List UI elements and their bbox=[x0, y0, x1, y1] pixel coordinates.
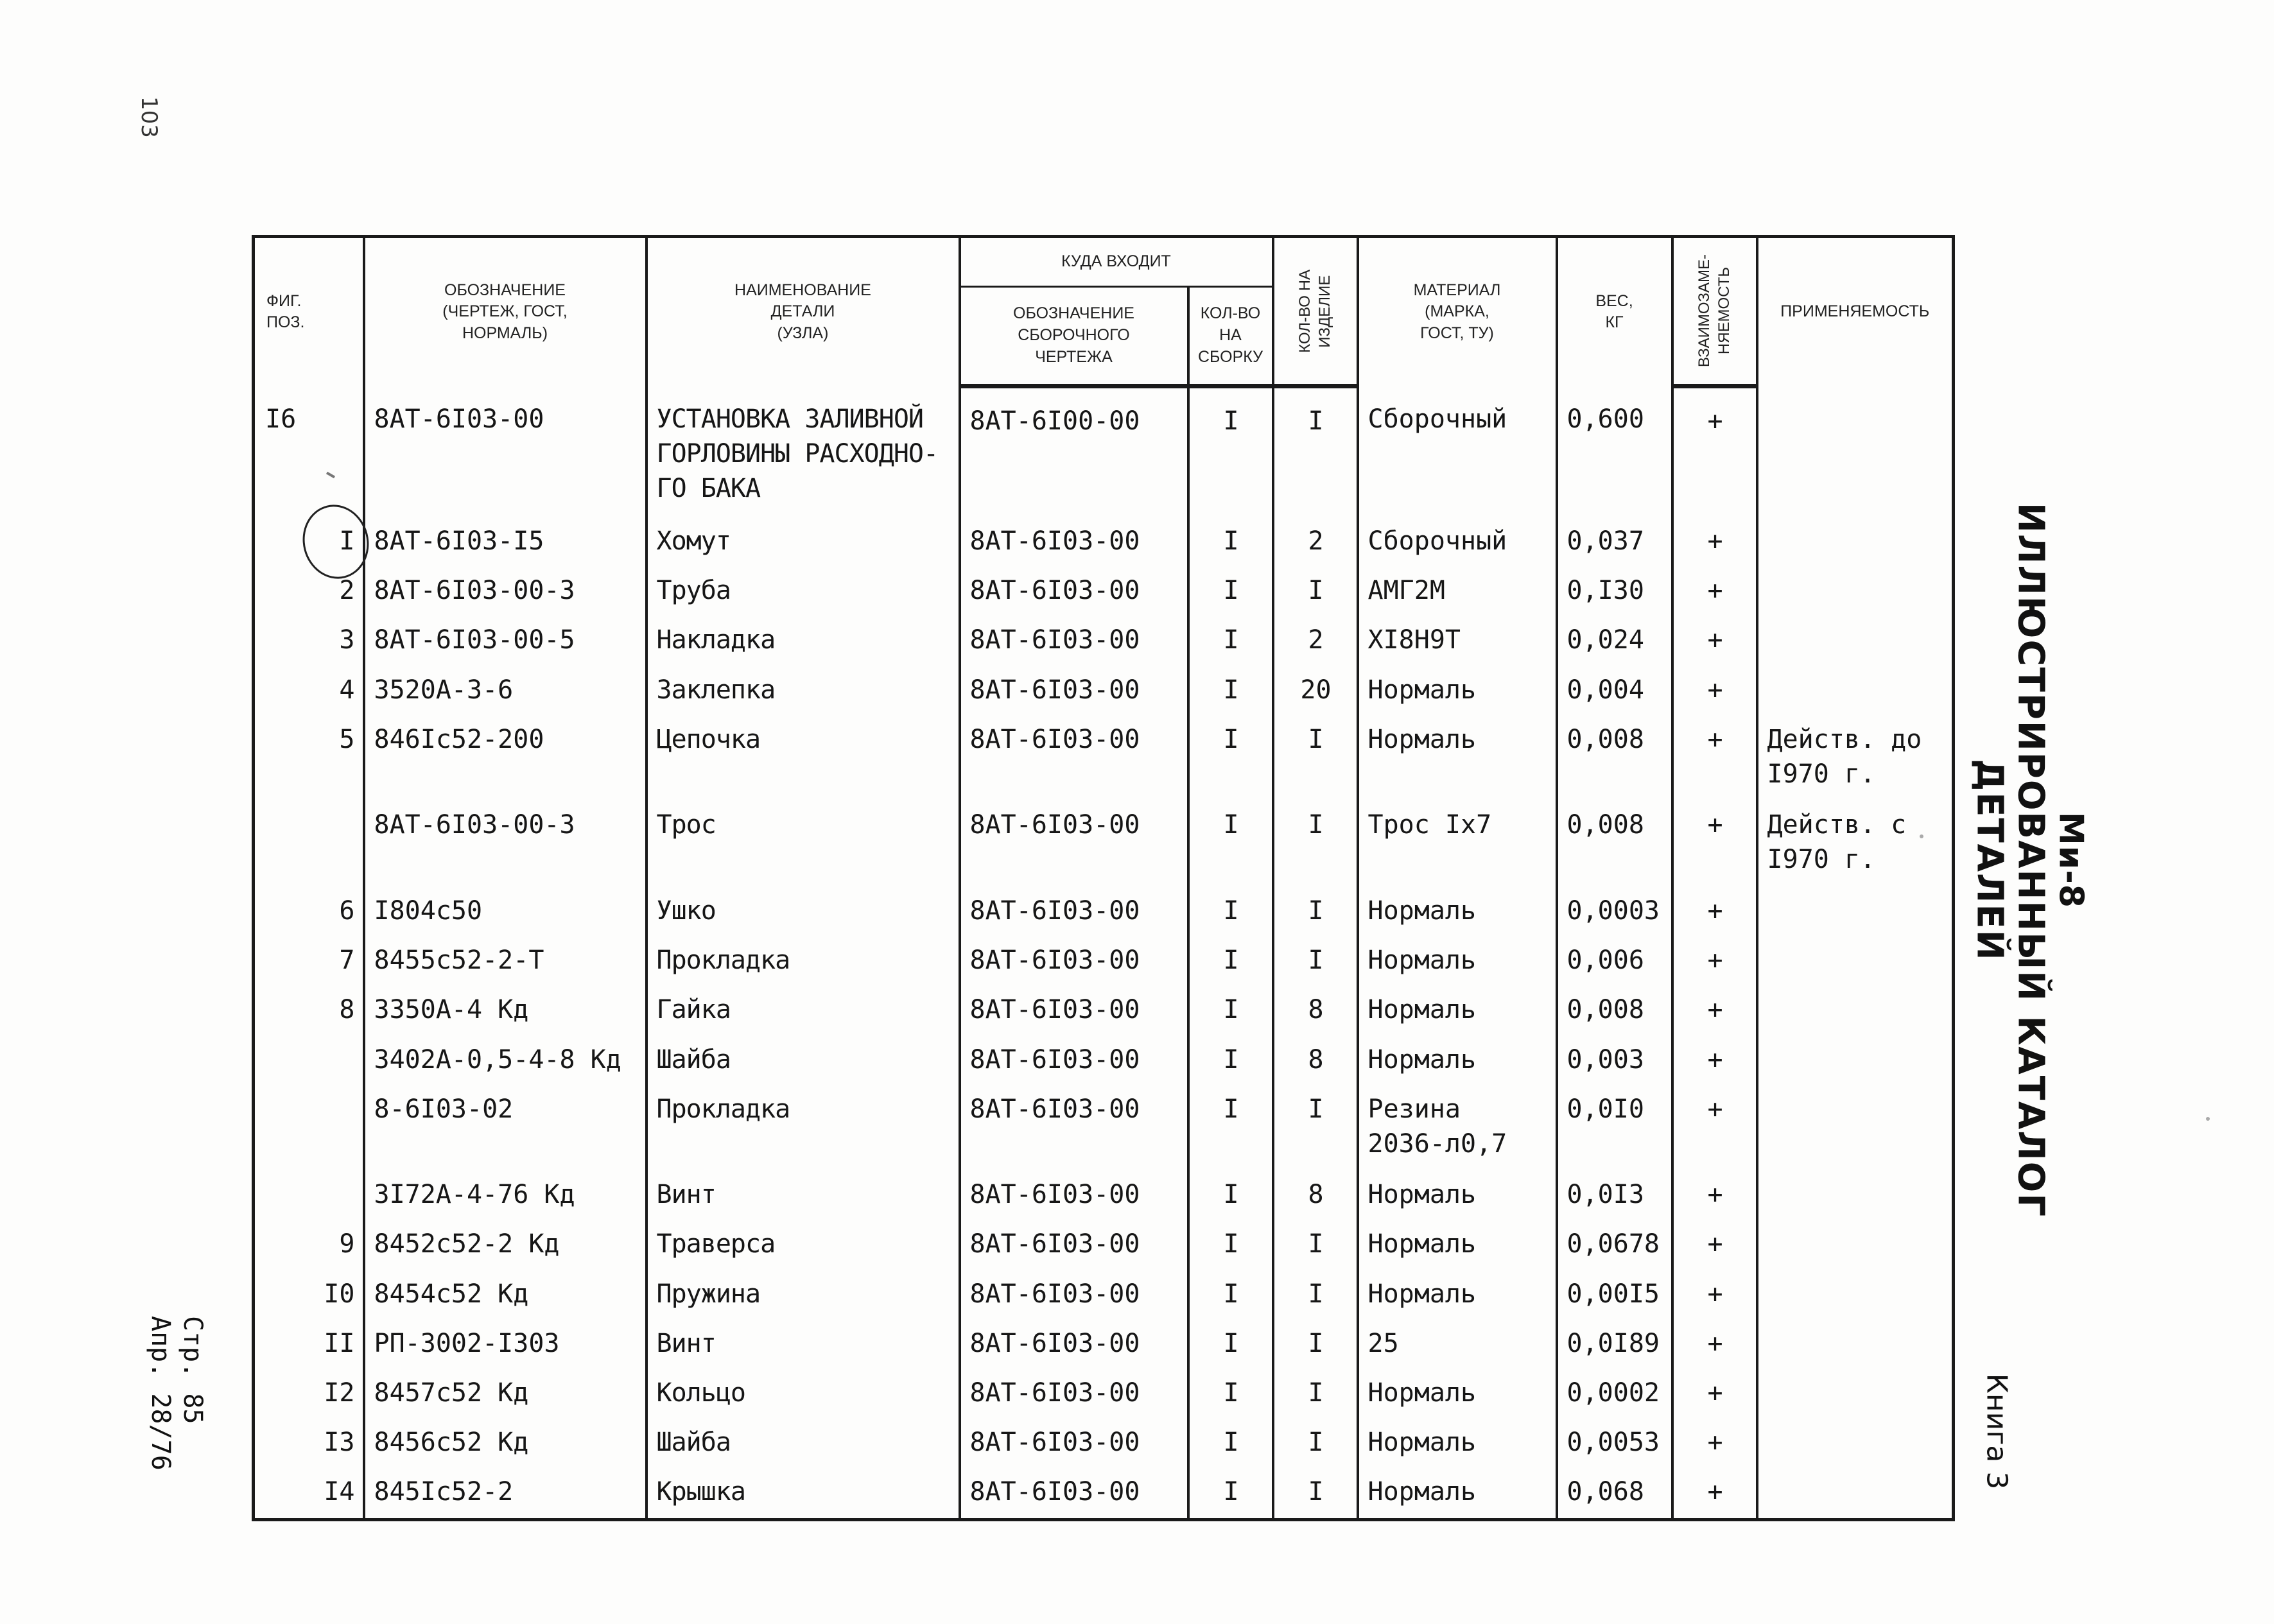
name-cell: Шайба bbox=[647, 1419, 960, 1468]
designation-cell: 8АТ-6I03-00-3 bbox=[364, 801, 647, 887]
qty-item-cell: I bbox=[1273, 801, 1358, 887]
qty-item-cell: I bbox=[1273, 1085, 1358, 1171]
position-number: 7 bbox=[339, 946, 355, 976]
weight-cell: 0,0053 bbox=[1557, 1419, 1672, 1468]
assembly-cell: 8АТ-6I03-00 bbox=[960, 567, 1188, 616]
weight-cell: 0,0I89 bbox=[1557, 1320, 1672, 1369]
fig-pos-cell bbox=[254, 1085, 364, 1171]
header-fig-pos: ФИГ. ПОЗ. bbox=[254, 237, 364, 386]
weight-cell: 0,0678 bbox=[1557, 1220, 1672, 1270]
fig-pos-cell bbox=[254, 1369, 364, 1419]
interchange-cell: + bbox=[1672, 986, 1757, 1035]
qty-assembly-cell: I bbox=[1188, 1320, 1273, 1369]
material-cell: Сборочный bbox=[1358, 517, 1557, 567]
applicability-cell bbox=[1757, 1320, 1954, 1369]
weight-cell: 0,008 bbox=[1557, 986, 1672, 1035]
material-cell: Нормаль bbox=[1358, 1468, 1557, 1519]
table-row bbox=[254, 1369, 1954, 1419]
position-number: II bbox=[324, 1328, 355, 1358]
footer bbox=[144, 1316, 209, 1547]
designation-cell: 8АТ-6I03-I5 bbox=[364, 517, 647, 567]
header-weight: ВЕС, КГ bbox=[1557, 237, 1672, 386]
qty-item-cell: I bbox=[1273, 386, 1358, 518]
qty-assembly-cell: I bbox=[1188, 616, 1273, 666]
figure-number: I6 bbox=[265, 404, 297, 434]
parts-table bbox=[252, 235, 1955, 1521]
fig-pos-cell bbox=[254, 801, 364, 887]
position-number: I2 bbox=[324, 1378, 355, 1408]
fig-pos-cell bbox=[254, 937, 364, 986]
designation-cell: 3I72А-4-76 Кд bbox=[364, 1171, 647, 1220]
qty-item-cell: I bbox=[1273, 937, 1358, 986]
name-cell: Трос bbox=[647, 801, 960, 887]
table-row bbox=[254, 1320, 1954, 1369]
footer-date: Апр. 28/76 bbox=[146, 1316, 175, 1471]
applicability-cell bbox=[1757, 887, 1954, 937]
assembly-cell: 8АТ-6I03-00 bbox=[960, 1220, 1188, 1270]
qty-assembly-cell: I bbox=[1188, 1220, 1273, 1270]
designation-cell: 8АТ-6I03-00-3 bbox=[364, 567, 647, 616]
material-cell: Нормаль bbox=[1358, 1419, 1557, 1468]
material-cell: Нормаль bbox=[1358, 1220, 1557, 1270]
fig-pos-cell bbox=[254, 716, 364, 802]
name-cell: Траверса bbox=[647, 1220, 960, 1270]
interchange-cell: + bbox=[1672, 567, 1757, 616]
header-interchange: ВЗАИМОЗАМЕ- НЯЕМОСТЬ bbox=[1696, 254, 1733, 368]
qty-assembly-cell: I bbox=[1188, 386, 1273, 518]
table-row bbox=[254, 1085, 1954, 1171]
material-cell: Нормаль bbox=[1358, 666, 1557, 716]
applicability-cell bbox=[1757, 1220, 1954, 1270]
interchange-cell: + bbox=[1672, 716, 1757, 802]
interchange-cell: + bbox=[1672, 386, 1757, 518]
interchange-cell: + bbox=[1672, 1220, 1757, 1270]
weight-cell: 0,003 bbox=[1557, 1036, 1672, 1085]
qty-item-cell: 20 bbox=[1273, 666, 1358, 716]
qty-item-cell: I bbox=[1273, 887, 1358, 937]
designation-cell: I804с50 bbox=[364, 887, 647, 937]
position-number: I4 bbox=[324, 1477, 355, 1507]
position-number: 3 bbox=[339, 625, 355, 655]
fig-pos-cell bbox=[254, 1036, 364, 1085]
table-row bbox=[254, 386, 1954, 518]
name-cell: Прокладка bbox=[647, 1085, 960, 1171]
header-designation: ОБОЗНАЧЕНИЕ (ЧЕРТЕЖ, ГОСТ, НОРМАЛЬ) bbox=[364, 237, 647, 386]
weight-cell: 0,037 bbox=[1557, 517, 1672, 567]
material-cell: Резина 2036-л0,7 bbox=[1358, 1085, 1557, 1171]
position-number: I0 bbox=[324, 1279, 355, 1309]
table-row bbox=[254, 1220, 1954, 1270]
designation-cell: 3520А-3-6 bbox=[364, 666, 647, 716]
name-cell: Хомут bbox=[647, 517, 960, 567]
applicability-cell bbox=[1757, 1270, 1954, 1320]
interchange-cell: + bbox=[1672, 666, 1757, 716]
qty-assembly-cell: I bbox=[1188, 1085, 1273, 1171]
table-row bbox=[254, 1270, 1954, 1320]
designation-cell: 846Iс52-200 bbox=[364, 716, 647, 802]
interchange-cell: + bbox=[1672, 1171, 1757, 1220]
table-row bbox=[254, 616, 1954, 666]
table-row bbox=[254, 1419, 1954, 1468]
assembly-cell: 8АТ-6I03-00 bbox=[960, 937, 1188, 986]
qty-item-cell: I bbox=[1273, 1220, 1358, 1270]
header-where-used: КУДА ВХОДИТ bbox=[960, 237, 1273, 287]
name-cell: Гайка bbox=[647, 986, 960, 1035]
assembly-cell: 8АТ-6I00-00 bbox=[960, 386, 1188, 518]
weight-cell: 0,600 bbox=[1557, 386, 1672, 518]
weight-cell: 0,0003 bbox=[1557, 887, 1672, 937]
assembly-cell: 8АТ-6I03-00 bbox=[960, 616, 1188, 666]
fig-pos-cell bbox=[254, 1419, 364, 1468]
side-title bbox=[1968, 462, 2090, 1258]
position-number: 9 bbox=[339, 1229, 355, 1259]
assembly-cell: 8АТ-6I03-00 bbox=[960, 1036, 1188, 1085]
material-cell: Нормаль bbox=[1358, 716, 1557, 802]
assembly-cell: 8АТ-6I03-00 bbox=[960, 1369, 1188, 1419]
qty-assembly-cell: I bbox=[1188, 1419, 1273, 1468]
qty-item-cell: 8 bbox=[1273, 1036, 1358, 1085]
applicability-cell: Действ. с I970 г. bbox=[1757, 801, 1954, 887]
position-number: 6 bbox=[339, 895, 355, 926]
name-cell: Винт bbox=[647, 1171, 960, 1220]
table-row bbox=[254, 1468, 1954, 1519]
name-cell: УСТАНОВКА ЗАЛИВНОЙ ГОРЛОВИНЫ РАСХОДНО- ГО БАКА bbox=[647, 386, 960, 518]
header-interchange-cell bbox=[1672, 237, 1757, 386]
qty-assembly-cell: I bbox=[1188, 1369, 1273, 1419]
qty-item-cell: I bbox=[1273, 1320, 1358, 1369]
position-number: 8 bbox=[339, 995, 355, 1025]
weight-cell: 0,008 bbox=[1557, 716, 1672, 802]
applicability-cell bbox=[1757, 1085, 1954, 1171]
applicability-cell bbox=[1757, 567, 1954, 616]
assembly-cell: 8АТ-6I03-00 bbox=[960, 986, 1188, 1035]
qty-assembly-cell: I bbox=[1188, 716, 1273, 802]
designation-cell: 8АТ-6I03-00-5 bbox=[364, 616, 647, 666]
position-number: I bbox=[339, 526, 355, 556]
header-material: МАТЕРИАЛ (МАРКА, ГОСТ, ТУ) bbox=[1358, 237, 1557, 386]
qty-item-cell: 2 bbox=[1273, 517, 1358, 567]
interchange-cell: + bbox=[1672, 801, 1757, 887]
designation-cell: 8456с52 Кд bbox=[364, 1419, 647, 1468]
name-cell: Труба bbox=[647, 567, 960, 616]
weight-cell: 0,0002 bbox=[1557, 1369, 1672, 1419]
designation-cell: 8457с52 Кд bbox=[364, 1369, 647, 1419]
interchange-cell: + bbox=[1672, 1419, 1757, 1468]
name-cell: Заклепка bbox=[647, 666, 960, 716]
weight-cell: 0,0I3 bbox=[1557, 1171, 1672, 1220]
interchange-cell: + bbox=[1672, 1369, 1757, 1419]
assembly-cell: 8АТ-6I03-00 bbox=[960, 1085, 1188, 1171]
interchange-cell: + bbox=[1672, 1270, 1757, 1320]
qty-item-cell: 8 bbox=[1273, 986, 1358, 1035]
name-cell: Прокладка bbox=[647, 937, 960, 986]
footer-page: Стр. 85 bbox=[178, 1316, 207, 1424]
material-cell: 25 bbox=[1358, 1320, 1557, 1369]
applicability-cell bbox=[1757, 386, 1954, 518]
qty-assembly-cell: I bbox=[1188, 801, 1273, 887]
catalog-title: ИЛЛЮСТРИРОВАННЫЙ КАТАЛОГ ДЕТАЛЕЙ bbox=[1968, 502, 2052, 1218]
applicability-cell bbox=[1757, 616, 1954, 666]
designation-cell: 8АТ-6I03-00 bbox=[364, 386, 647, 518]
designation-cell: РП-3002-I303 bbox=[364, 1320, 647, 1369]
fig-pos-cell bbox=[254, 1171, 364, 1220]
header-assembly: ОБОЗНАЧЕНИЕ СБОРОЧНОГО ЧЕРТЕЖА bbox=[960, 287, 1188, 386]
qty-item-cell: I bbox=[1273, 1468, 1358, 1519]
applicability-cell bbox=[1757, 1468, 1954, 1519]
name-cell: Крышка bbox=[647, 1468, 960, 1519]
header-qty-item-cell bbox=[1273, 237, 1358, 386]
material-cell: Нормаль bbox=[1358, 1036, 1557, 1085]
weight-cell: 0,008 bbox=[1557, 801, 1672, 887]
interchange-cell: + bbox=[1672, 1468, 1757, 1519]
position-number: 4 bbox=[339, 675, 355, 705]
material-cell: Трос Iх7 bbox=[1358, 801, 1557, 887]
qty-assembly-cell: I bbox=[1188, 1270, 1273, 1320]
name-cell: Винт bbox=[647, 1320, 960, 1369]
interchange-cell: + bbox=[1672, 616, 1757, 666]
table-row bbox=[254, 986, 1954, 1035]
qty-item-cell: I bbox=[1273, 716, 1358, 802]
assembly-cell: 8АТ-6I03-00 bbox=[960, 1468, 1188, 1519]
weight-cell: 0,006 bbox=[1557, 937, 1672, 986]
weight-cell: 0,00I5 bbox=[1557, 1270, 1672, 1320]
header-name: НАИМЕНОВАНИЕ ДЕТАЛИ (УЗЛА) bbox=[647, 237, 960, 386]
table-row bbox=[254, 887, 1954, 937]
fig-pos-cell bbox=[254, 666, 364, 716]
interchange-cell: + bbox=[1672, 1320, 1757, 1369]
qty-item-cell: I bbox=[1273, 1270, 1358, 1320]
name-cell: Цепочка bbox=[647, 716, 960, 802]
interchange-cell: + bbox=[1672, 517, 1757, 567]
table-row bbox=[254, 1171, 1954, 1220]
designation-cell: 8455с52-2-Т bbox=[364, 937, 647, 986]
designation-cell: 845Iс52-2 bbox=[364, 1468, 647, 1519]
applicability-cell bbox=[1757, 1419, 1954, 1468]
assembly-cell: 8АТ-6I03-00 bbox=[960, 666, 1188, 716]
fig-pos-cell bbox=[254, 1220, 364, 1270]
header-qty-assembly: КОЛ-ВО НА СБОРКУ bbox=[1188, 287, 1273, 386]
header-qty-item: КОЛ-ВО НА ИЗДЕЛИЕ bbox=[1296, 269, 1334, 353]
assembly-cell: 8АТ-6I03-00 bbox=[960, 887, 1188, 937]
qty-item-cell: I bbox=[1273, 1419, 1358, 1468]
fig-pos-cell bbox=[254, 386, 364, 518]
material-cell: Нормаль bbox=[1358, 1369, 1557, 1419]
material-cell: Нормаль bbox=[1358, 887, 1557, 937]
table-row bbox=[254, 937, 1954, 986]
designation-cell: 3350А-4 Кд bbox=[364, 986, 647, 1035]
fig-pos-cell bbox=[254, 616, 364, 666]
qty-assembly-cell: I bbox=[1188, 567, 1273, 616]
qty-assembly-cell: I bbox=[1188, 986, 1273, 1035]
fig-pos-cell bbox=[254, 1468, 364, 1519]
speck-mark bbox=[2206, 1117, 2210, 1121]
table-row bbox=[254, 666, 1954, 716]
assembly-cell: 8АТ-6I03-00 bbox=[960, 1320, 1188, 1369]
weight-cell: 0,024 bbox=[1557, 616, 1672, 666]
material-cell: Сборочный bbox=[1358, 386, 1557, 518]
weight-cell: 0,004 bbox=[1557, 666, 1672, 716]
material-cell: Нормаль bbox=[1358, 986, 1557, 1035]
name-cell: Ушко bbox=[647, 887, 960, 937]
interchange-cell: + bbox=[1672, 937, 1757, 986]
material-cell: XI8H9T bbox=[1358, 616, 1557, 666]
applicability-cell bbox=[1757, 1036, 1954, 1085]
assembly-cell: 8АТ-6I03-00 bbox=[960, 801, 1188, 887]
page-number: 103 bbox=[136, 96, 162, 138]
applicability-cell bbox=[1757, 517, 1954, 567]
table-row bbox=[254, 1036, 1954, 1085]
qty-assembly-cell: I bbox=[1188, 1468, 1273, 1519]
fig-pos-cell bbox=[254, 1320, 364, 1369]
designation-cell: 3402А-0,5-4-8 Кд bbox=[364, 1036, 647, 1085]
header-applicability: ПРИМЕНЯЕМОСТЬ bbox=[1757, 237, 1954, 386]
interchange-cell: + bbox=[1672, 1036, 1757, 1085]
position-number: I3 bbox=[324, 1428, 355, 1458]
designation-cell: 8454с52 Кд bbox=[364, 1270, 647, 1320]
name-cell: Шайба bbox=[647, 1036, 960, 1085]
assembly-cell: 8АТ-6I03-00 bbox=[960, 1419, 1188, 1468]
weight-cell: 0,0I0 bbox=[1557, 1085, 1672, 1171]
qty-item-cell: 8 bbox=[1273, 1171, 1358, 1220]
applicability-cell bbox=[1757, 937, 1954, 986]
table-row bbox=[254, 801, 1954, 887]
qty-assembly-cell: I bbox=[1188, 887, 1273, 937]
material-cell: АМГ2М bbox=[1358, 567, 1557, 616]
table-body bbox=[254, 386, 1954, 1520]
book-label: Книга 3 bbox=[1980, 1373, 2013, 1490]
fig-pos-cell bbox=[254, 1270, 364, 1320]
qty-item-cell: I bbox=[1273, 1369, 1358, 1419]
qty-assembly-cell: I bbox=[1188, 666, 1273, 716]
assembly-cell: 8АТ-6I03-00 bbox=[960, 716, 1188, 802]
assembly-cell: 8АТ-6I03-00 bbox=[960, 517, 1188, 567]
designation-cell: 8-6I03-02 bbox=[364, 1085, 647, 1171]
table-row bbox=[254, 716, 1954, 802]
name-cell: Кольцо bbox=[647, 1369, 960, 1419]
qty-item-cell: 2 bbox=[1273, 616, 1358, 666]
fig-pos-cell bbox=[254, 986, 364, 1035]
interchange-cell: + bbox=[1672, 887, 1757, 937]
qty-assembly-cell: I bbox=[1188, 937, 1273, 986]
applicability-cell bbox=[1757, 1171, 1954, 1220]
applicability-cell bbox=[1757, 666, 1954, 716]
assembly-cell: 8АТ-6I03-00 bbox=[960, 1270, 1188, 1320]
qty-item-cell: I bbox=[1273, 567, 1358, 616]
material-cell: Нормаль bbox=[1358, 937, 1557, 986]
qty-assembly-cell: I bbox=[1188, 1036, 1273, 1085]
table-row bbox=[254, 517, 1954, 567]
name-cell: Накладка bbox=[647, 616, 960, 666]
weight-cell: 0,068 bbox=[1557, 1468, 1672, 1519]
designation-cell: 8452с52-2 Кд bbox=[364, 1220, 647, 1270]
name-cell: Пружина bbox=[647, 1270, 960, 1320]
position-number: 5 bbox=[339, 724, 355, 754]
speck-mark bbox=[1920, 834, 1923, 838]
applicability-cell bbox=[1757, 1369, 1954, 1419]
material-cell: Нормаль bbox=[1358, 1171, 1557, 1220]
aircraft-model: Ми-8 bbox=[2051, 812, 2090, 908]
position-number: 2 bbox=[339, 576, 355, 606]
fig-pos-cell bbox=[254, 887, 364, 937]
qty-assembly-cell: I bbox=[1188, 1171, 1273, 1220]
applicability-cell: Действ. до I970 г. bbox=[1757, 716, 1954, 802]
material-cell: Нормаль bbox=[1358, 1270, 1557, 1320]
assembly-cell: 8АТ-6I03-00 bbox=[960, 1171, 1188, 1220]
applicability-cell bbox=[1757, 986, 1954, 1035]
qty-assembly-cell: I bbox=[1188, 517, 1273, 567]
weight-cell: 0,I30 bbox=[1557, 567, 1672, 616]
table-row bbox=[254, 567, 1954, 616]
interchange-cell: + bbox=[1672, 1085, 1757, 1171]
